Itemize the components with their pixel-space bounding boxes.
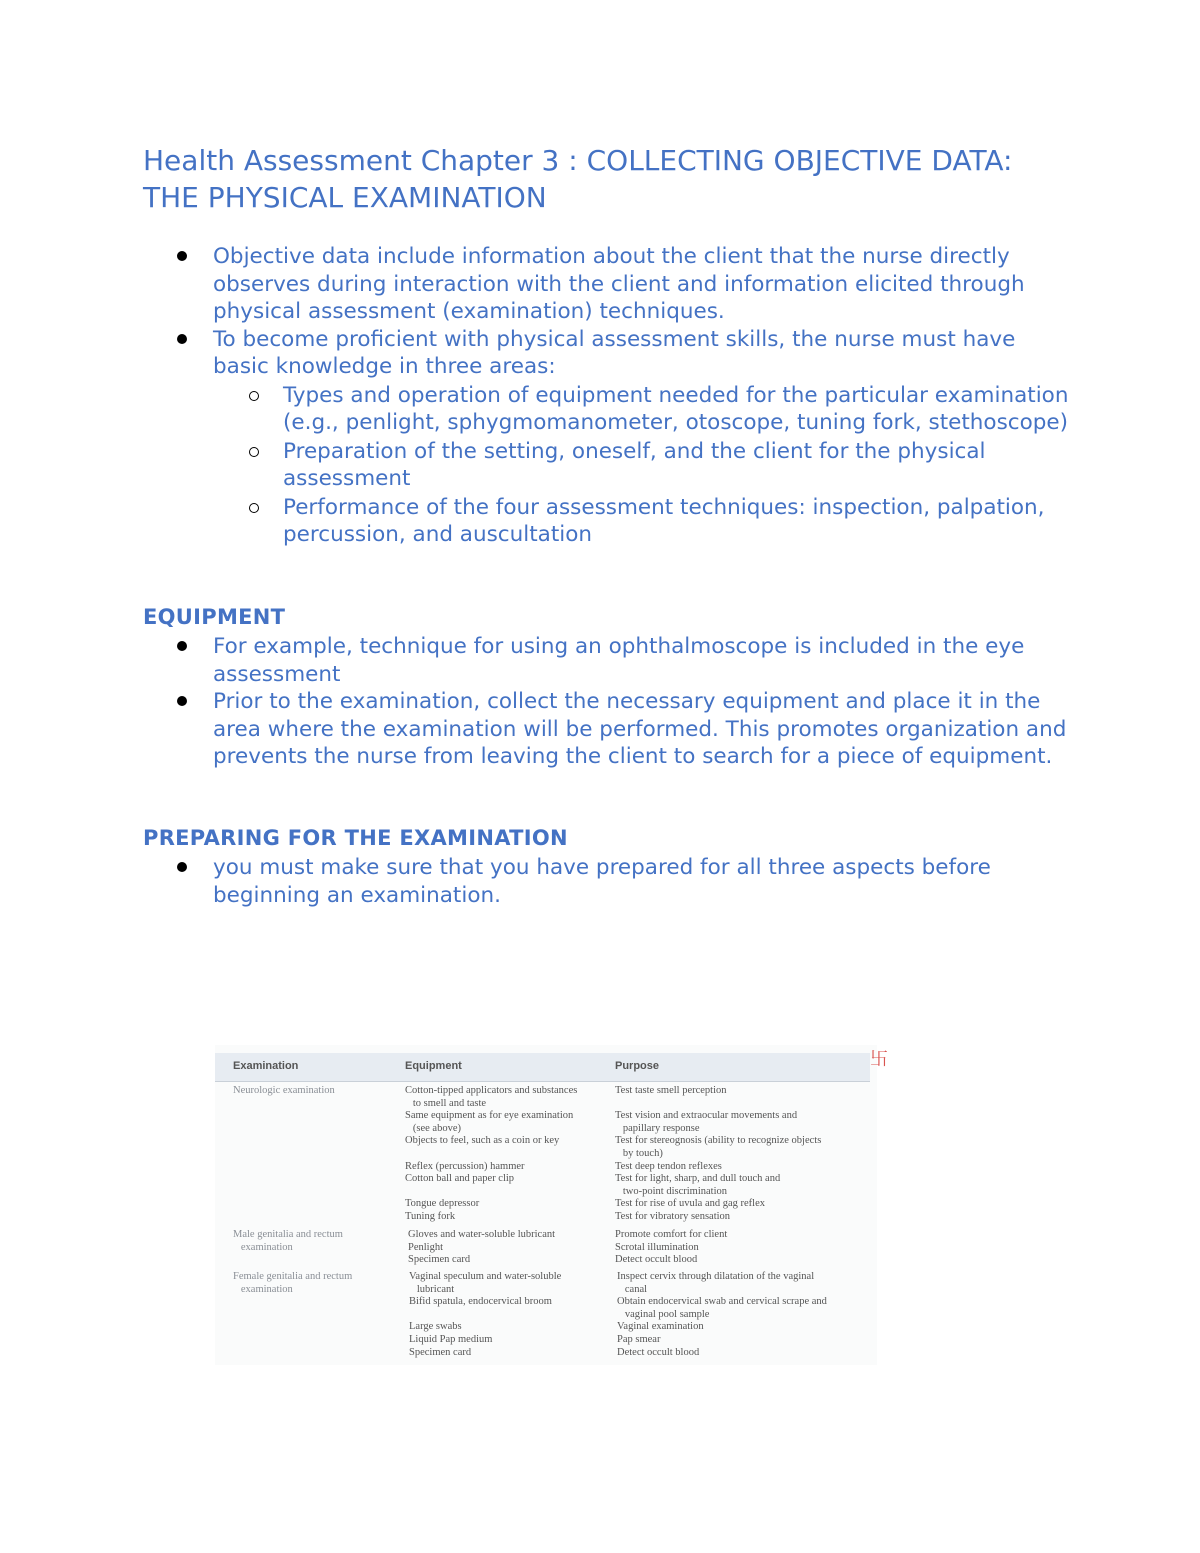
sub-bullet-text: Preparation of the setting, oneself, and the client for the physical assessment — [283, 438, 986, 491]
table-header-cell: Purpose — [615, 1060, 660, 1072]
table-cell-purpose: Promote comfort for client Scrotal illumination Detect occult blood — [615, 1229, 728, 1266]
bullet-icon — [177, 251, 187, 261]
equipment-table-image — [215, 1045, 888, 1365]
hollow-bullet-icon — [249, 391, 259, 401]
hollow-bullet-icon — [249, 503, 259, 513]
table-cell-equipment: Vaginal speculum and water-soluble lubricant Bifid spatula, endocervical broom Large swabs Liquid Pap medium Specimen card — [409, 1271, 562, 1358]
table-header-cell: Examination — [233, 1060, 299, 1072]
intro-bullet-list — [143, 243, 1073, 549]
bullet-icon — [177, 334, 187, 344]
table-cell-purpose: Test taste smell perception Test vision and extraocular movements and papillary response Test for stereognosis (ability to recognize objects by touch) Test deep tendon reflexes Test for light, sharp, and dull touch and two-point discrimination Test for rise of uvula and gag reflex Test for vibratory sensation — [615, 1085, 822, 1222]
list-item — [143, 854, 1073, 909]
bullet-icon — [177, 696, 187, 706]
table-cell-exam: Male genitalia and rectum examination — [233, 1229, 343, 1253]
sub-bullet-list — [213, 382, 1073, 549]
table-cell-purpose: Inspect cervix through dilatation of the vaginal canal Obtain endocervical swab and cervical scrape and vaginal pool sample Vaginal examination Pap smear Detect occult blood — [617, 1271, 827, 1358]
hollow-bullet-icon — [249, 447, 259, 457]
equipment-heading: EQUIPMENT — [143, 605, 286, 629]
table-cell-exam: Neurologic examination — [233, 1085, 335, 1096]
table-cell-equipment: Cotton-tipped applicators and substances to smell and taste Same equipment as for eye examination (see above) Objects to feel, such as a coin or key Reflex (percussion) hammer Cotton ball and paper clip Tongue depressor Tuning fork — [405, 1085, 578, 1222]
table-cell-equipment: Gloves and water-soluble lubricant Penlight Specimen card — [408, 1229, 556, 1266]
list-item — [143, 633, 1073, 688]
list-item — [143, 688, 1073, 771]
sub-list-item — [213, 494, 1073, 549]
sub-bullet-text: Performance of the four assessment techniques: inspection, palpation, percussion, and auscultation — [283, 494, 1045, 547]
handwritten-mark: 卐 — [870, 1049, 888, 1069]
bullet-text: For example, technique for using an ophthalmoscope is included in the eye assessment — [213, 634, 1025, 687]
preparing-heading: PREPARING FOR THE EXAMINATION — [143, 826, 568, 850]
sub-bullet-text: Types and operation of equipment needed for the particular examination (e.g., penlight, sphygmomanometer, otoscope, tuning fork, stethoscope) — [283, 382, 1069, 435]
preparing-bullet-list — [143, 854, 1073, 909]
table-cell-exam: Female genitalia and rectum examination — [233, 1271, 353, 1295]
bullet-text: you must make sure that you have prepared for all three aspects before beginning an examination. — [213, 855, 991, 908]
sub-list-item — [213, 438, 1073, 493]
document-title: Health Assessment Chapter 3 : COLLECTING OBJECTIVE DATA: THE PHYSICAL EXAMINATION — [143, 144, 1013, 214]
bullet-icon — [177, 641, 187, 651]
list-item — [143, 326, 1073, 549]
table-header-cell: Equipment — [405, 1060, 462, 1072]
list-item — [143, 243, 1073, 326]
bullet-icon — [177, 862, 187, 872]
sub-list-item — [213, 382, 1073, 437]
bullet-text: Objective data include information about the client that the nurse directly observes during interaction with the client and information elicited through physical assessment (examination) techniques. — [213, 244, 1025, 324]
bullet-text: Prior to the examination, collect the necessary equipment and place it in the area where the examination will be performed. This promotes organization and prevents the nurse from leaving the client to search for a piece of equipment. — [213, 689, 1067, 769]
equipment-bullet-list — [143, 633, 1073, 771]
bullet-text: To become proficient with physical assessment skills, the nurse must have basic knowledge in three areas: — [213, 326, 1016, 379]
table-header-row — [215, 1053, 870, 1082]
